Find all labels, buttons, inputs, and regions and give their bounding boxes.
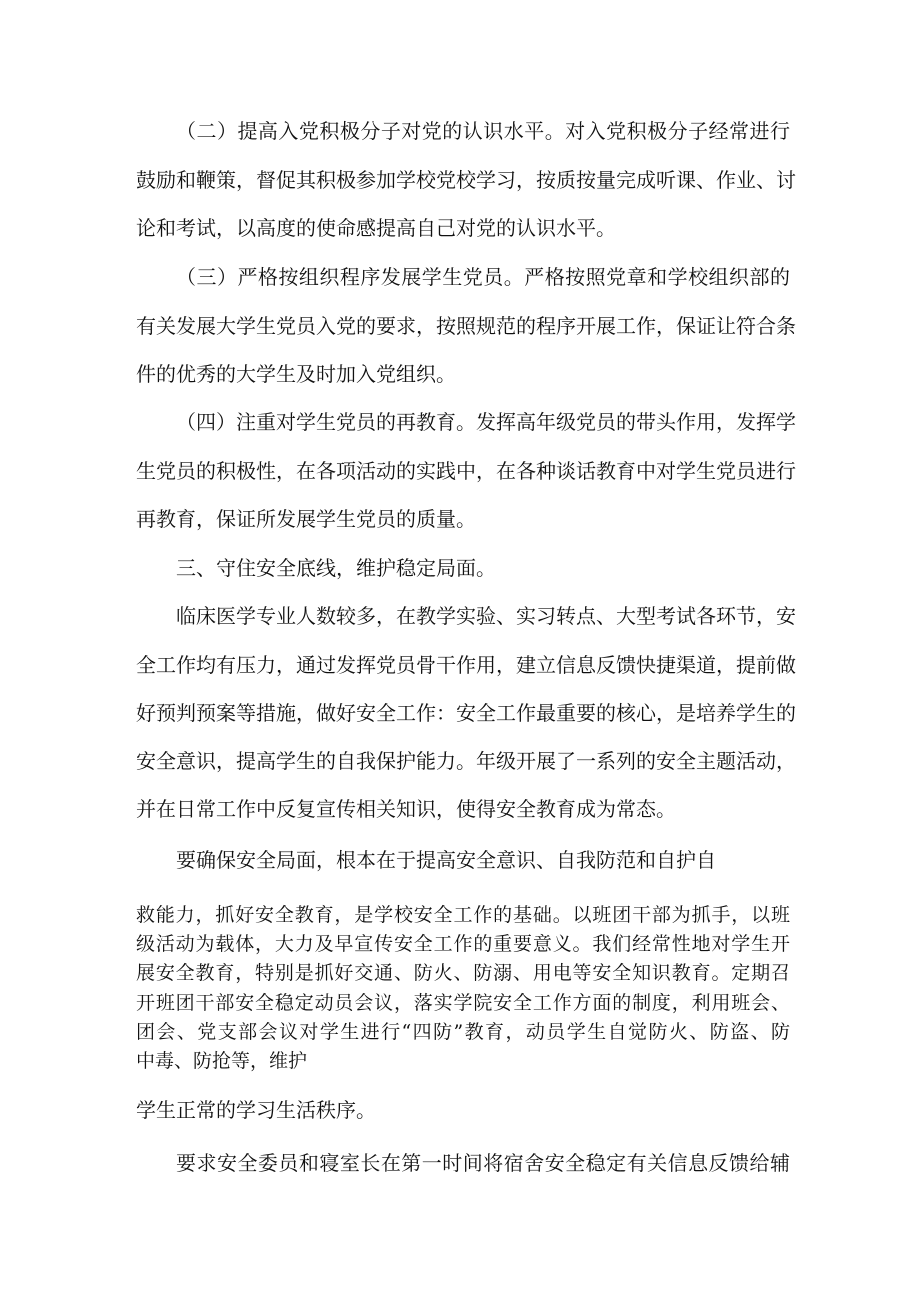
- text-line: 论和考试，以高度的使命感提高自己对党的认识水平。: [136, 216, 616, 240]
- section-heading: 三、守住安全底线，维护稳定局面。: [176, 556, 496, 580]
- text-line: 中毒、防抢等，维护: [136, 1050, 308, 1072]
- text-line: 展安全教育，特别是抓好交通、防火、防溺、用电等安全知识教育。定期召: [136, 962, 790, 984]
- text-line: 好预判预案等措施，做好安全工作：安全工作最重要的核心，是培养学生的: [136, 701, 796, 725]
- text-line: 并在日常工作中反复宣传相关知识，使得安全教育成为常态。: [136, 797, 676, 821]
- text-line: 再教育，保证所发展学生党员的质量。: [136, 507, 476, 531]
- text-line: 要确保安全局面，根本在于提高安全意识、自我防范和自护自: [176, 848, 716, 872]
- text-line: 件的优秀的大学生及时加入党组织。: [136, 362, 456, 386]
- text-line: （二）提高入党积极分子对党的认识水平。对入党积极分子经常进行: [176, 119, 790, 143]
- text-line: 生党员的积极性，在各项活动的实践中，在各种谈话教育中对学生党员进行: [136, 459, 796, 483]
- text-line: 开班团干部安全稳定动员会议，落实学院安全工作方面的制度，利用班会、: [136, 992, 790, 1014]
- text-line: 要求安全委员和寝室长在第一时间将宿舍安全稳定有关信息反馈给辅: [176, 1151, 790, 1175]
- text-line: 级活动为载体，大力及早宣传安全工作的重要意义。我们经常性地对学生开: [136, 933, 790, 955]
- text-line: 安全意识，提高学生的自我保护能力。年级开展了一系列的安全主题活动，: [136, 749, 796, 773]
- text-line: 学生正常的学习生活秩序。: [136, 1098, 376, 1122]
- text-line: 鼓励和鞭策，督促其积极参加学校党校学习，按质按量完成听课、作业、讨: [136, 168, 796, 192]
- text-line: 团会、党支部会议对学生进行“四防”教育，动员学生自觉防火、防盗、防: [136, 1021, 790, 1043]
- text-line: 临床医学专业人数较多，在教学实验、实习转点、大型考试各环节，安: [176, 604, 796, 628]
- text-line: （四）注重对学生党员的再教育。发挥高年级党员的带头作用，发挥学: [176, 410, 796, 434]
- text-line: 有关发展大学生党员入党的要求，按照规范的程序开展工作，保证让符合条: [136, 314, 796, 338]
- text-line: 全工作均有压力，通过发挥党员骨干作用，建立信息反馈快捷渠道，提前做: [136, 653, 796, 677]
- text-line: 救能力，抓好安全教育，是学校安全工作的基础。以班团干部为抓手，以班: [136, 904, 790, 926]
- text-line: （三）严格按组织程序发展学生党员。严格按照党章和学校组织部的: [176, 265, 790, 289]
